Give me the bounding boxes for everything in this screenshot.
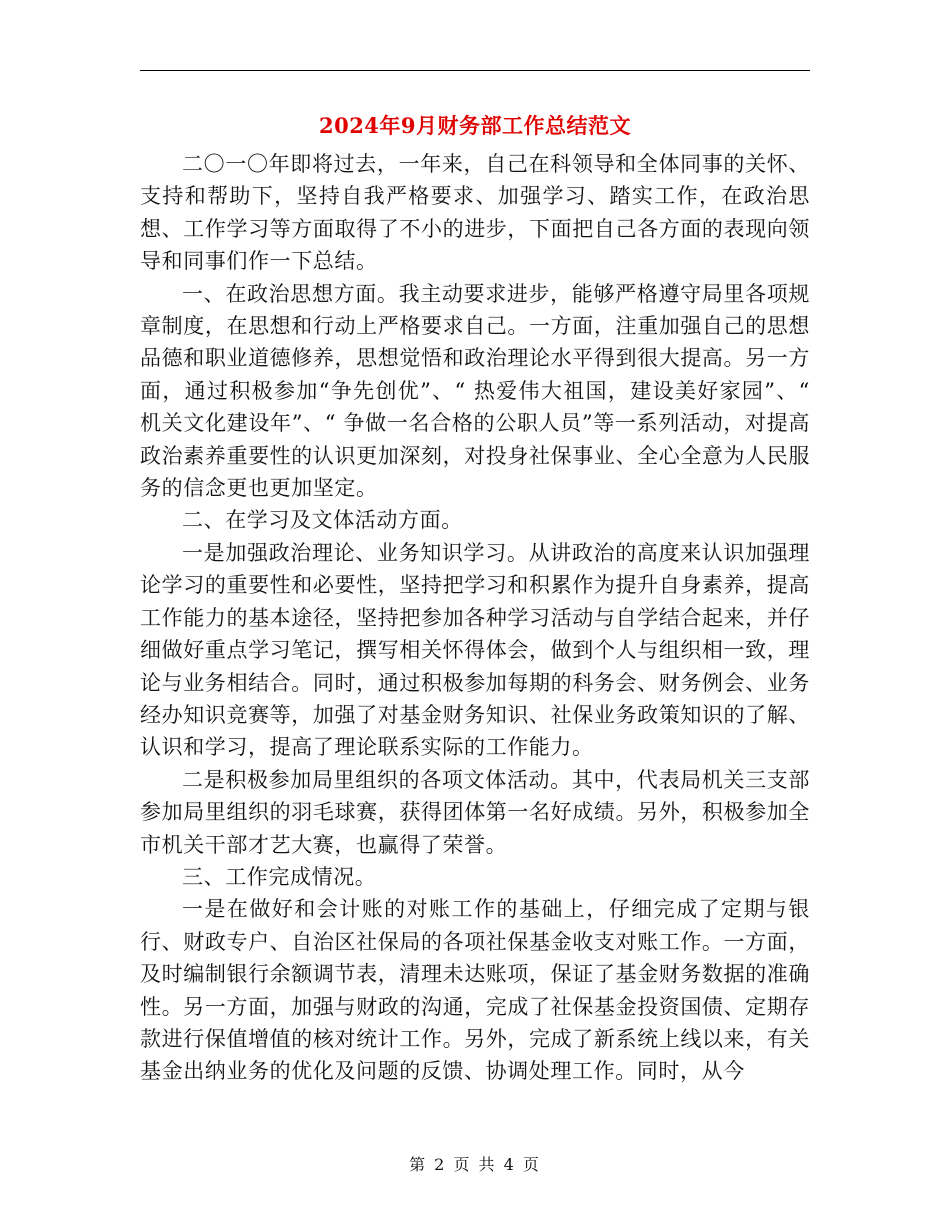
paragraph-work-heading: 三、工作完成情况。 xyxy=(182,864,377,889)
document-body xyxy=(140,148,810,1088)
paragraph-intro: 二〇一〇年即将过去，一年来，自己在科领导和全体同事的关怀、支持和帮助下，坚持自我严格要求、加强学习、踏实工作，在政治思想、工作学习等方面取得了不小的进步，下面把自己各方面的表现向领导和同事们作一下总结。 xyxy=(140,152,810,274)
document-title: 2024年9月财务部工作总结范文 xyxy=(318,113,632,138)
paragraph-study-theory: 一是加强政治理论、业务知识学习。从讲政治的高度来认识加强理论学习的重要性和必要性，坚持把学习和积累作为提升自身素养，提高工作能力的基本途径，坚持把参加各种学习活动与自学结合起来，并仔细做好重点学习笔记，撰写相关怀得体会，做到个人与组织相一致，理论与业务相结合。同时，通过积极参加每期的科务会、财务例会、业务经办知识竞赛等，加强了对基金财务知识、社保业务政策知识的了解、认识和学习，提高了理论联系实际的工作能力。 xyxy=(140,540,810,760)
paragraph-work-reconciliation: 一是在做好和会计账的对账工作的基础上，仔细完成了定期与银行、财政专户、自治区社保局的各项社保基金收支对账工作。一方面，及时编制银行余额调节表，清理未达账项，保证了基金财务数据的准确性。另一方面，加强与财政的沟通，完成了社保基金投资国债、定期存款进行保值增值的核对统计工作。另外，完成了新系统上线以来，有关基金出纳业务的优化及问题的反馈、协调处理工作。同时，从今 xyxy=(140,897,810,1084)
page-number-footer: 第 2 页 共 4 页 xyxy=(409,1155,541,1174)
paragraph-sports-activities: 二是积极参加局里组织的各项文体活动。其中，代表局机关三支部参加局里组织的羽毛球赛，获得团体第一名好成绩。另外，积极参加全市机关干部才艺大赛，也赢得了荣誉。 xyxy=(140,767,810,857)
header-rule xyxy=(140,70,810,71)
paragraph-study-heading: 二、在学习及文体活动方面。 xyxy=(182,508,463,533)
paragraph-political-thought: 一、在政治思想方面。我主动要求进步，能够严格遵守局里各项规章制度，在思想和行动上严格要求自己。一方面，注重加强自己的思想品德和职业道德修养，思想觉悟和政治理论水平得到很大提高。另一方面，通过积极参加“争先创优”、“ 热爱伟大祖国，建设美好家园”、“ 机关文化建设年”、“ 争做一名合格的公职人员”等一系列活动，对提高政治素养重要性的认识更加深刻，对投身社保事业、全心全意为人民服务的信念更也更加坚定。 xyxy=(140,281,810,501)
